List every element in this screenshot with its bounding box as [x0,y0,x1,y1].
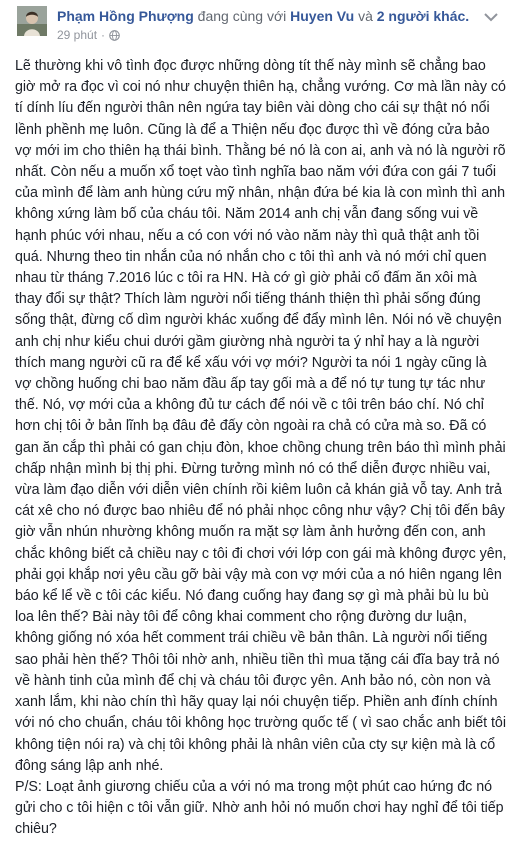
others-link[interactable]: 2 người khác. [376,8,470,24]
author-line [57,8,469,24]
chevron-down-icon[interactable] [483,10,499,22]
avatar[interactable] [17,6,47,36]
author-name-link[interactable]: Phạm Hồng Phượng [57,8,194,24]
timestamp-link[interactable]: 29 phút [57,28,98,42]
post-meta [57,28,120,42]
globe-icon[interactable] [109,30,120,41]
post-paragraph: Lẽ thường khi vô tình đọc được những dòng tít thế này mình sẽ chẳng bao giờ mở ra đọc vì coi nó như chuyện thiên hạ, chẳng vướng. Cơ mà lần này có tí dính líu đến người thân nên ngứa tay biên vài dòng cho cái sự thật nó nổi lềnh phềnh mẹ luôn. Cũng là để a Thiện nếu đọc được thì về đóng cửa bảo vợ mới im cho thiên hạ thái bình. Thằng bé nó là con ai, anh và nó là người rõ nhất. Còn nếu a muốn xổ toẹt vào tình nghĩa bao năm với đứa con gái 7 tuổi của mình để làm anh hùng cứu mỹ nhân, nhận đứa bé kia là con mình thì anh không xứng làm bố của cháu tôi. Năm 2014 anh chị vẫn đang sống vui về hạnh phúc với nhau, nếu a có con với nó vào năm này thì quả thật anh tồi quá. Nhưng theo tin nhắn của nó nhắn cho c tôi thì anh và nó mới chỉ quen nhau từ tháng 7.2016 lúc c tôi ra HN. Hà cớ gì giờ phải cố đấm ăn xôi mà thay đổi sự thật? Thích làm người nổi tiếng thánh thiện thì phải sống đúng sống thật, đừng cố dìm người khác xuống để đẩy mình lên. Nói nó về chuyện anh chị như kiểu chui dưới gầm giường nhà người ta ý nhỉ hay a là người thích mang người cũ ra để kể xấu với vợ mới? Người ta nói 1 ngày cũng là vợ chồng huống chi bao năm đầu ấp tay gối mà a để nó tự tung tự tác như thế. Nó, vợ mới của a không đủ tư cách để nói về c tôi trên báo chí. Nó chỉ hơn chị tôi ở bản lĩnh bạ đâu đẻ đấy còn ngoài ra chả có cửa mà so. Đã có gan ăn cắp thì phải có gan chịu đòn, khoe chồng chung trên báo thì mình phải chấp nhận mình bị thị phi. Đừng tưởng mình nó có thể diễn được nhiều vai, vừa làm đạo diễn với diễn viên chính rồi kiêm luôn cả khán giả vỗ tay. Anh trả cát xê cho nó được bao nhiêu để nó phải nhọc công như vậy? Chị tôi đến bây giờ vẫn nhún nhường không muốn ra mặt sợ làm ảnh hưởng đến con, anh chắc không biết cả chiều nay c tôi đi chơi với lớp con gái mà không được yên, phải gọi khắp nơi yêu cầu gỡ bài vậy mà con vợ mới của a nó hiên ngang lên báo kể lể về c tôi các kiểu. Nó đang cuống hay đang sợ gì mà phải bù lu bù loa lên thế? Bài này tôi để công khai comment cho rộng đường dư luận, không giống nó xóa hết comment trái chiều về bản thân. Là người nổi tiếng sao phải hèn thế? Thôi tôi nhờ anh, nhiều tiền thì mua tặng cái đĩa bay trả nó về hành tinh của mình để chị và cháu tôi được yên. Anh bảo nó, còn non và xanh lắm, khi nào chín thì hãy quay lại nói chuyện tiếp. Phiền anh đính chính với nó cho chuẩn, cháu tôi không học trường quốc tế ( vì sao chắc anh biết tôi không tiện nói ra) và chị tôi không phải là nhân viên của cty sự kiện mà là cổ đông sáng lập anh nhé. [15,58,507,774]
tagged-person-link[interactable]: Huyen Vu [290,8,355,24]
and-text: và [358,8,373,24]
post-header [0,0,513,44]
post-paragraph: P/S: Loạt ảnh giương chiếu của a với nó ma trong một phút cao hứng đc nó gửi cho c tôi hiện c tôi vẫn giữ. Nhờ anh hỏi nó muốn chơi hay nghỉ để tôi tiếp chiêu? [15,778,504,838]
avatar-photo-icon [17,6,47,36]
post-body [15,56,507,841]
with-text: đang cùng với [197,8,287,24]
meta-separator: · [101,28,106,42]
